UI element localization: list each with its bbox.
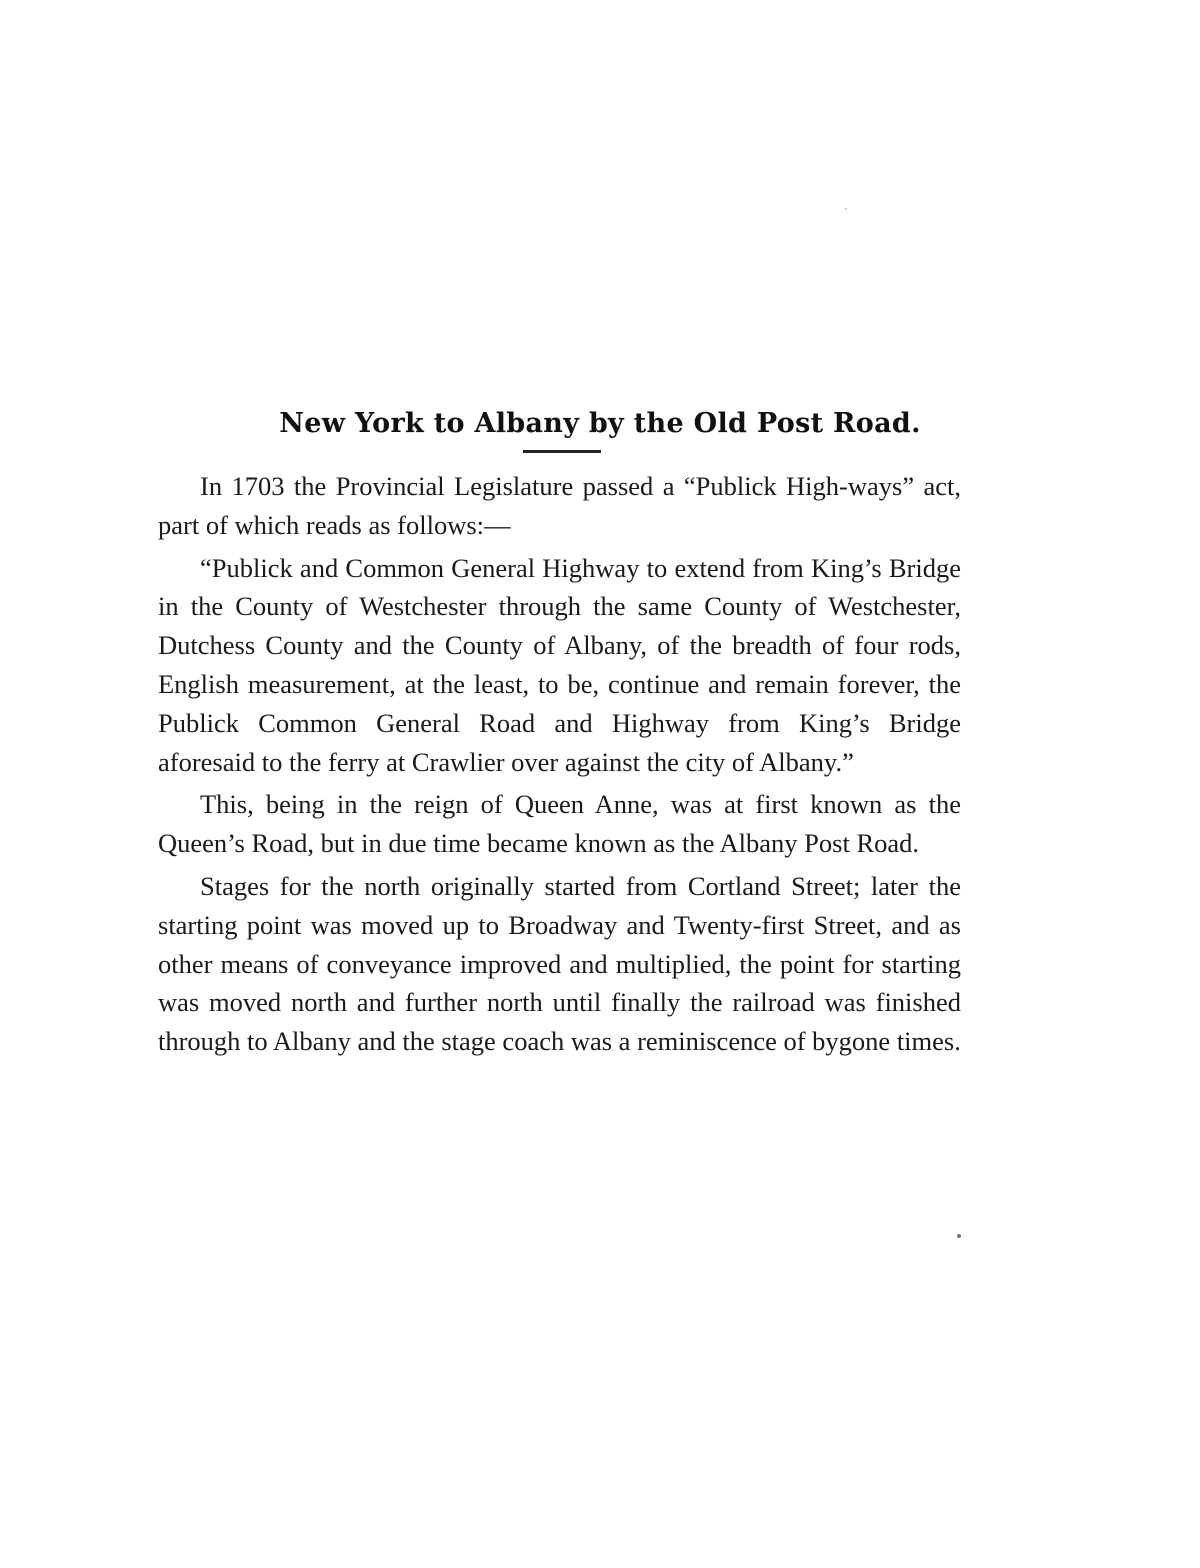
page-title: New York to Albany by the Old Post Road.: [279, 408, 921, 440]
paragraph-4: Stages for the north originally started from Cortland Street; later the starting point was moved up to Broadway and Twenty-first Street, and as other means of conveyance improved and multiplied, the point for starting was moved north and further north until finally the railroad was finished through to Albany and the stage coach was a reminiscence of bygone times.: [158, 870, 961, 1057]
title-rule: [523, 450, 601, 453]
paragraph-1: In 1703 the Provincial Legislature passed a “Publick High-ways” act, part of which reads as follows:—: [158, 471, 961, 540]
paragraph-3: This, being in the reign of Queen Anne, was at first known as the Queen’s Road, but in due time became known as the Albany Post Road.: [158, 789, 961, 859]
scan-speck: [957, 1234, 961, 1238]
paragraph-2: “Publick and Common General Highway to extend from King’s Bridge in the County of Westchester through the same County of Westchester, Dutchess County and the County of Albany, of the breadth of four rods, English measurement, at the least, to be, continue and remain forever, the Publick Common General Road and Highway from King’s Bridge aforesaid to the ferry at Crawlier over against the city of Albany.”: [158, 552, 961, 777]
body-text: [158, 467, 961, 1065]
scan-speck: [845, 208, 847, 210]
